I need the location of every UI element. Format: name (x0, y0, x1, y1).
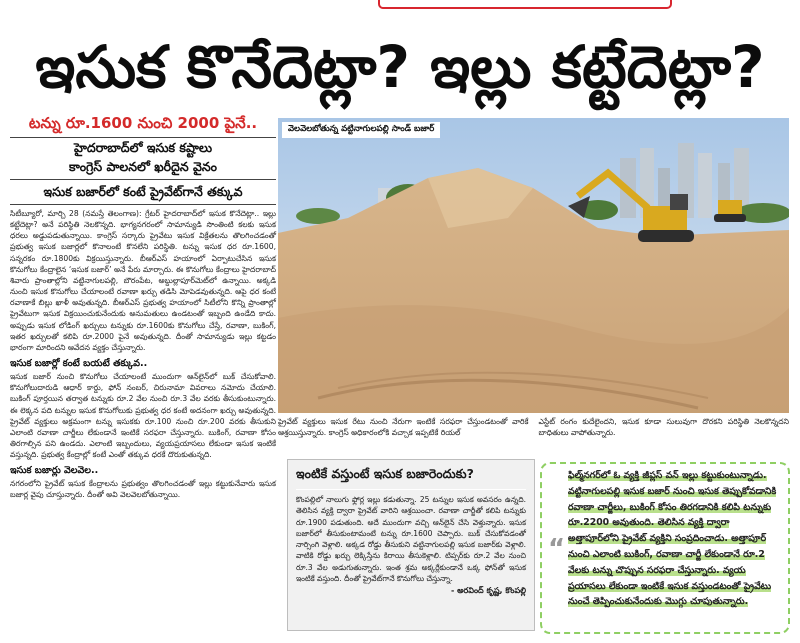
article-body-3: నగరంలోని ప్రైవేట్ ఇసుక కేంద్రాలను ప్రభుత్వం తొలగించడంతో ఇల్లు కట్టుకునేవారు ఇసుక బజార్ల వైపు చూస్తున్నారు. దీంతో అవి వెలవెలబోతున్నాయి. (10, 479, 276, 500)
quote-mark-icon: “ (548, 534, 566, 564)
section-subhead-2: ఇసుక బజార్లు వెలవెల.. (10, 465, 99, 477)
page-headline: ఇసుక కొనేదెట్లా? ఇల్లు కట్టేదెట్లా? (35, 33, 765, 101)
divider (10, 204, 276, 205)
quote-box (540, 462, 790, 634)
article-body: సిటీబ్యూరో, మార్చి 28 (నమస్తే తెలంగాణ): గ్రేటర్ హైదరాబాద్‌లో ఇసుక కొనేదెట్లా.. ఇల్లు కట్టేదెట్లా? అనే పరిస్థితి నెలకొన్నది. భాగ్యనగరంలో సామాన్యుడి సొంతింటి కలకు ఇసుక ధరలు అడ్డుపడుతున్నాయి. కాంగ్రెస్ సర్కారు ప్రైవేటు ఇసుక విక్రేతలను తొలగించడంతో ప్రభుత్వ ఇసుక బజార్లలో కొనాలంటే కొనలేని పరిస్థితి. టన్ను ఇసుక ధర రూ.1600, సన్నరకం రూ.1800కు విక్రయిస్తున్నారు. బీఆర్ఎస్ హయాంలో ఏర్పాటుచేసిన ఇసుక కొనుగోలు కేంద్రాలైన ‘ఇసుక బజార్’ అనే పేరు మార్చారు. ఈ కొనుగోలు కేంద్రాలు హైదరాబాద్ శివారు ప్రాంతాల్లోని వట్టినాగులపల్లి, బౌరంపేట, అబ్దుల్లాపూర్‌మెట్‌లో ఉన్నాయి. అక్కడి నుంచి ఇసుక కొనుగోలు చేయాలంటే రవాణా ఖర్చు తడిసి మోపెడవుతున్నది. ఆపై ధర కంటే రవాణాకే బిల్లు ఖాళీ అవుతున్నది. బీఆర్ఎస్ ప్రభుత్వ హయాంలో సిటీలోని కొన్ని ప్రాంతాల్లో ప్రైవేటుగా ఇసుక విక్రయించుకునేందుకు అనుమతులు ఉండటంతో ఇబ్బంది ఉండేది కాదు. అప్పుడు ఇసుక లోడింగ్ ఖర్చులు టన్నుకు రూ.1600కు కొనుగోలు చేస్తే, రవాణా, బుకింగ్, ఇతర ఖర్చులతో కలిపి రూ.2000 పైనే అవుతున్నది. దీంతో సామాన్యుడు ఇల్లు కట్టడం భారంగా మారిందని ఆవేదన వ్యక్తం చేస్తున్నారు. (10, 209, 276, 352)
deck-line-2: కాంగ్రెస్ పాలనలో ఖరీదైన వైనం (69, 159, 217, 174)
quote-highlight: ఫిల్మ్‌నగర్‌లో ఓ వ్యక్తి జీప్లస్ వన్ ఇల్లు కట్టుకుంటున్నాడు. వట్టినాగులపల్లి ఇసుక బజార్ నుంచి ఇసుక తెప్పుకోవడానికి రవాణా చార్జీలు, బుకింగ్ కోసం తిరగడానికి కలిపి టన్నుకు రూ.2200 అవుతుంది. తెలిసిన వ్యక్తి ద్వారా అత్తాపూర్‌లోని ప్రైవేట్ వ్యక్తిని సంప్రదించాడు. అత్తాపూర్ నుంచి ఎలాంటి బుకింగ్, రవాణా చార్జీ లేకుండానే రూ.2 వేలకు టన్ను చొప్పున సరఫరా చేస్తున్నారు. వ్యయ ప్రయాసలు లేకుండా ఇంటికే ఇసుక వస్తుండటంతో ప్రైవేటు నుంచే తెప్పించుకునేందుకు మొగ్గు చూపుతున్నారు. (568, 470, 777, 608)
article-body-2: ఇసుక బజార్ నుంచి కొనుగోలు చేయాలంటే ముందుగా ఆన్‌లైన్‌లో బుక్ చేసుకోవాలి. కొనుగోలుదారుడి ఆధార్ కార్డు, ఫోన్ నంబర్, చిరునామా వివరాలు నమోదు చేయాలి. బుకింగ్ పూర్తయిన తర్వాత టన్నుకు రూ.2 వేల నుంచి రూ.3 వేల వరకు తీసుకుంటున్నారు. ఈ లెక్కన పది టన్నుల ఇసుక కొనుగోలుకు ప్రభుత్వ ధర కంటే అదనంగా ఖర్చు అవుతున్నది. ప్రైవేట్ వ్యక్తులు అక్రమంగా టన్ను ఇసుకకు రూ.100 నుంచి రూ.200 వరకు తీసుకుని ఎలాంటి రవాణా చార్జీలు లేకుండానే ఇంటికే సరఫరా చేస్తున్నారు. బుకింగ్, రవాణా కోసం తిరగాల్సిన పని ఉండదు. ఎలాంటి ఇబ్బందులు, వ్యయప్రయాసలు లేకుండా ఇసుక ఇంటికే వస్తున్నది. ప్రభుత్వ కేంద్రాల్లో కంటే ఎంతో తక్కువ ధరకే దొరుకుతున్నది. (10, 372, 276, 460)
box-author: - అరవింద్ కృష్ణ, కొంపల్లి (451, 586, 526, 596)
deck-line-3: ఇసుక బజార్‌లో కంటే ప్రైవేట్‌గానే తక్కువ (43, 184, 243, 199)
quote-text (568, 468, 780, 610)
sand-bazaar-photo (278, 118, 789, 413)
below-photo-left: ప్రైవేట్ వ్యక్తులు ఇసుక రేటు నుంచి నేరుగా ఇంటికే సరఫరా చేస్తుండటంతో వారికే ఆశ్రయిస్తున్నారు. కాంగ్రెస్ అధికారంలోకి వచ్చాక ఇప్పటికే రియల్ (278, 417, 529, 438)
deck-line-1: హైదరాబాద్‌లో ఇసుక కష్టాలు (73, 140, 213, 155)
photo-caption: వెలవెలబోతున్న వట్టినాగులపల్లి సాండ్ బజార్ (282, 122, 440, 138)
box-body: కొంపల్లిలో నాలుగు ఫ్లోర్ల ఇల్లు కడుతున్నా. 25 టన్నుల ఇసుక అవసరం ఉన్నది. తెలిసిన వ్యక్తి ద్వారా ప్రైవేట్ వారిని ఆశ్రయించా. రవాణా చార్జీతో కలిపి టన్నుకు రూ.1900 పడుతుంది. అదే ముందుగా వచ్చి ఆన్‌లైన్ చేసి వెళ్తున్నారు. ఇసుక బజార్‌లో తీసుకుంటామంటే టన్ను రూ.1600 చెప్పారు. బుక్ చేసుకోవడంతో నార్సింగి వెళ్లాలి. అక్కడ రోడ్డు తీసుకుని వట్టినాగులపల్లి ఇసుక బజార్‌కు వెళ్లాలి. వాటికి రోడ్డు ఖర్చు లెక్కిస్తేను కిరాయి తీసుకెళ్లాలి. టిప్పర్‌కు రూ.2 వేల నుంచి రూ.3 వేల అడుగుతున్నారు. ఇంత శ్రమ అక్కర్లేకుండానే ఒక్క ఫోన్‌తో ఇసుక ఇంటికే వస్తుంది. దీంతో ప్రైవేట్‌గానే కొనుగోలు చేస్తున్నా. (296, 495, 526, 584)
box-title: ఇంటికే వస్తుంటే ఇసుక బజారెందుకు? (296, 460, 526, 490)
top-red-bar (378, 0, 672, 9)
testimonial-box (287, 459, 535, 631)
section-subhead: ఇసుక బజార్లో కంటే బయటే తక్కువ.. (10, 358, 148, 370)
photo-illustration (278, 118, 789, 413)
below-photo-right: ఎస్టేట్ రంగం కుదేలైందని, ఇసుక కూడా సులువుగా దొరకని పరిస్థితి నెలకొన్నదని బాధితులు వాపోతున్నారు. (538, 417, 789, 438)
left-column (10, 112, 276, 501)
below-photo-text (278, 416, 789, 438)
divider (10, 179, 276, 180)
kicker: టన్ను రూ.1600 నుంచి 2000 పైనే.. (28, 114, 258, 132)
